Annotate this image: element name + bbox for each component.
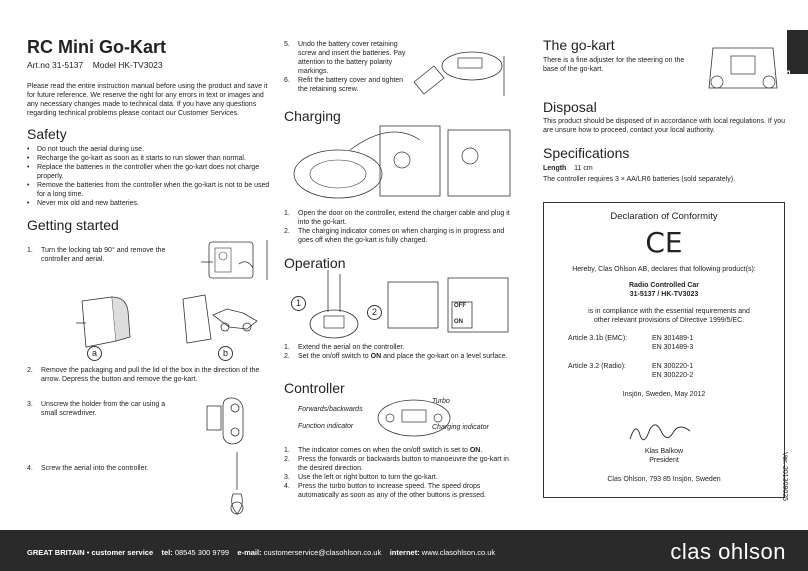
operation-list: 1. Extend the aerial on the controller. 2. Set the on/off switch to ON and place the go-kart on a level surface. — [284, 344, 508, 360]
safety-item: • Do not touch the aerial during use. — [27, 145, 275, 154]
declaration-address: Clas Ohlson, 793 85 Insjön, Sweden — [607, 476, 721, 483]
website-link[interactable]: www.clasohlson.co.uk — [421, 548, 496, 557]
signature-icon — [626, 419, 696, 445]
label-forwards: Forwards/backwards — [298, 406, 363, 413]
holder-illustration — [197, 392, 277, 448]
step-5-6: 5. Undo the battery cover retaining screw and insert the batteries. Pay attention to the battery polarity markings. 6. Refit the battery cover and tighten the retaining screw. — [284, 41, 406, 93]
label-a: a — [87, 346, 102, 361]
label-turbo: Turbo — [432, 398, 450, 405]
label-b: b — [218, 346, 233, 361]
article-number: Art.no 31-5137 Model HK-TV3023 — [27, 60, 163, 70]
charging-heading: Charging — [284, 108, 341, 124]
charging-list: 1. Open the door on the controller, extend the charger cable and plug it into the go-kart. 2. The charging indicator comes on when charging is in progress and goes off when the go-kart is fully charged. — [284, 210, 510, 244]
signer-role: President — [649, 457, 679, 464]
declaration-place-date: Insjön, Sweden, May 2012 — [622, 391, 706, 398]
safety-item: • Remove the batteries from the controller when the go-kart is not to be used for a long time. — [27, 181, 275, 199]
safety-item: • Replace the batteries in the controller when the go-kart does not charge properly. — [27, 163, 275, 181]
emc-standard-1: EN 301489-1 — [652, 335, 694, 342]
off-label: OFF — [454, 303, 466, 309]
declaration-product: Radio Controlled Car — [628, 282, 699, 289]
declaration-box — [543, 202, 785, 498]
declaration-compliance: is in compliance with the essential requirements and other relevant provisions of Directive 1999/5/EC. — [588, 308, 750, 324]
label-function-indicator: Function indicator — [298, 423, 354, 430]
controller-list: 1. The indicator comes on when the on/off switch is set to ON. 2. Press the forwards or backwards button to manoeuvre the go-kart in the desired direction. 3. Use the left or right button to turn the go-kart. 4. Press the turbo button to increase speed. The speed drops automatically as soon as any of the other buttons is pressed. — [284, 447, 509, 499]
declaration-product-number: 31-5137 / HK-TV3023 — [629, 291, 699, 298]
length-spec: Length 11 cm — [543, 165, 593, 172]
kart-switch-illustration — [382, 272, 512, 338]
operation-label-2: 2 — [367, 305, 382, 320]
declaration-title: Declaration of Conformity — [610, 211, 718, 222]
brand-logo: clas ohlson — [670, 539, 786, 564]
intro-text: Please read the entire instruction manual before using the product and save it for future reference. We reserve the right for any errors in text or images and any necessary changes made to technical data. If you have any questions regarding technical problems please contact our Customer Services. — [27, 83, 268, 117]
ce-mark-icon: CE — [645, 226, 683, 259]
product-title: RC Mini Go-Kart — [27, 37, 166, 57]
step-2: 2. Remove the packaging and pull the lid of the box in the direction of the arrow. Depress the button and remove the go-kart. — [27, 367, 260, 383]
language-tab: English — [787, 30, 808, 74]
radio-standard-1: EN 300220-1 — [652, 363, 694, 370]
safety-list — [27, 145, 275, 208]
controller-box-illustration — [199, 236, 275, 284]
spec-text: The controller requires 3 × AA/LR6 batteries (sold separately). — [543, 176, 736, 183]
on-label: ON — [454, 319, 463, 325]
safety-item: • Never mix old and new batteries. — [27, 199, 275, 208]
declaration-hereby: Hereby, Clas Ohlson AB, declares that following product(s): — [572, 266, 756, 273]
version-label: Ver. 201309025 — [781, 452, 788, 502]
signer-name: Klas Balkow — [644, 448, 684, 455]
label-charging-indicator: Charging indicator — [432, 424, 489, 431]
safety-item: • Recharge the go-kart as soon as it starts to run slower than normal. — [27, 154, 275, 163]
battery-illustration — [412, 42, 516, 100]
charging-illustration — [290, 120, 516, 204]
specifications-heading: Specifications — [543, 145, 630, 161]
operation-heading: Operation — [284, 255, 346, 271]
radio-standard-2: EN 300220-2 — [652, 372, 694, 379]
disposal-text: This product should be disposed of in accordance with local regulations. If you are unsure how to proceed, contact your local authority. — [543, 118, 786, 134]
emc-standard-2: EN 301489-3 — [652, 344, 694, 351]
disposal-heading: Disposal — [543, 99, 597, 115]
safety-heading: Safety — [27, 126, 67, 142]
gokart-base-illustration — [703, 38, 783, 94]
step-3: 3. Unscrew the holder from the car using a small screwdriver. — [27, 401, 166, 417]
gokart-text: There is a fine adjuster for the steering on the base of the go-kart. — [543, 57, 685, 73]
controller-aerial-illustration — [308, 268, 368, 342]
aerial-illustration — [207, 450, 267, 522]
controller-heading: Controller — [284, 380, 345, 396]
radio-label: Article 3.2 (Radio): — [568, 363, 626, 370]
emc-label: Article 3.1b (EMC): — [568, 335, 628, 342]
getting-started-heading: Getting started — [27, 217, 119, 233]
footer-contact: GREAT BRITAIN • customer service tel: 08545 300 9799 e-mail: customerservice@clasohlson.co.uk internet: www.clasohlson.co.uk — [27, 548, 496, 557]
step-4: 4. Screw the aerial into the controller. — [27, 465, 149, 472]
footer — [0, 530, 808, 571]
operation-label-1: 1 — [291, 296, 306, 311]
email-link[interactable]: customerservice@clasohlson.co.uk — [263, 548, 382, 557]
step-1: 1. Turn the locking tab 90° and remove the controller and aerial. — [27, 247, 166, 263]
gokart-heading: The go-kart — [543, 37, 615, 53]
